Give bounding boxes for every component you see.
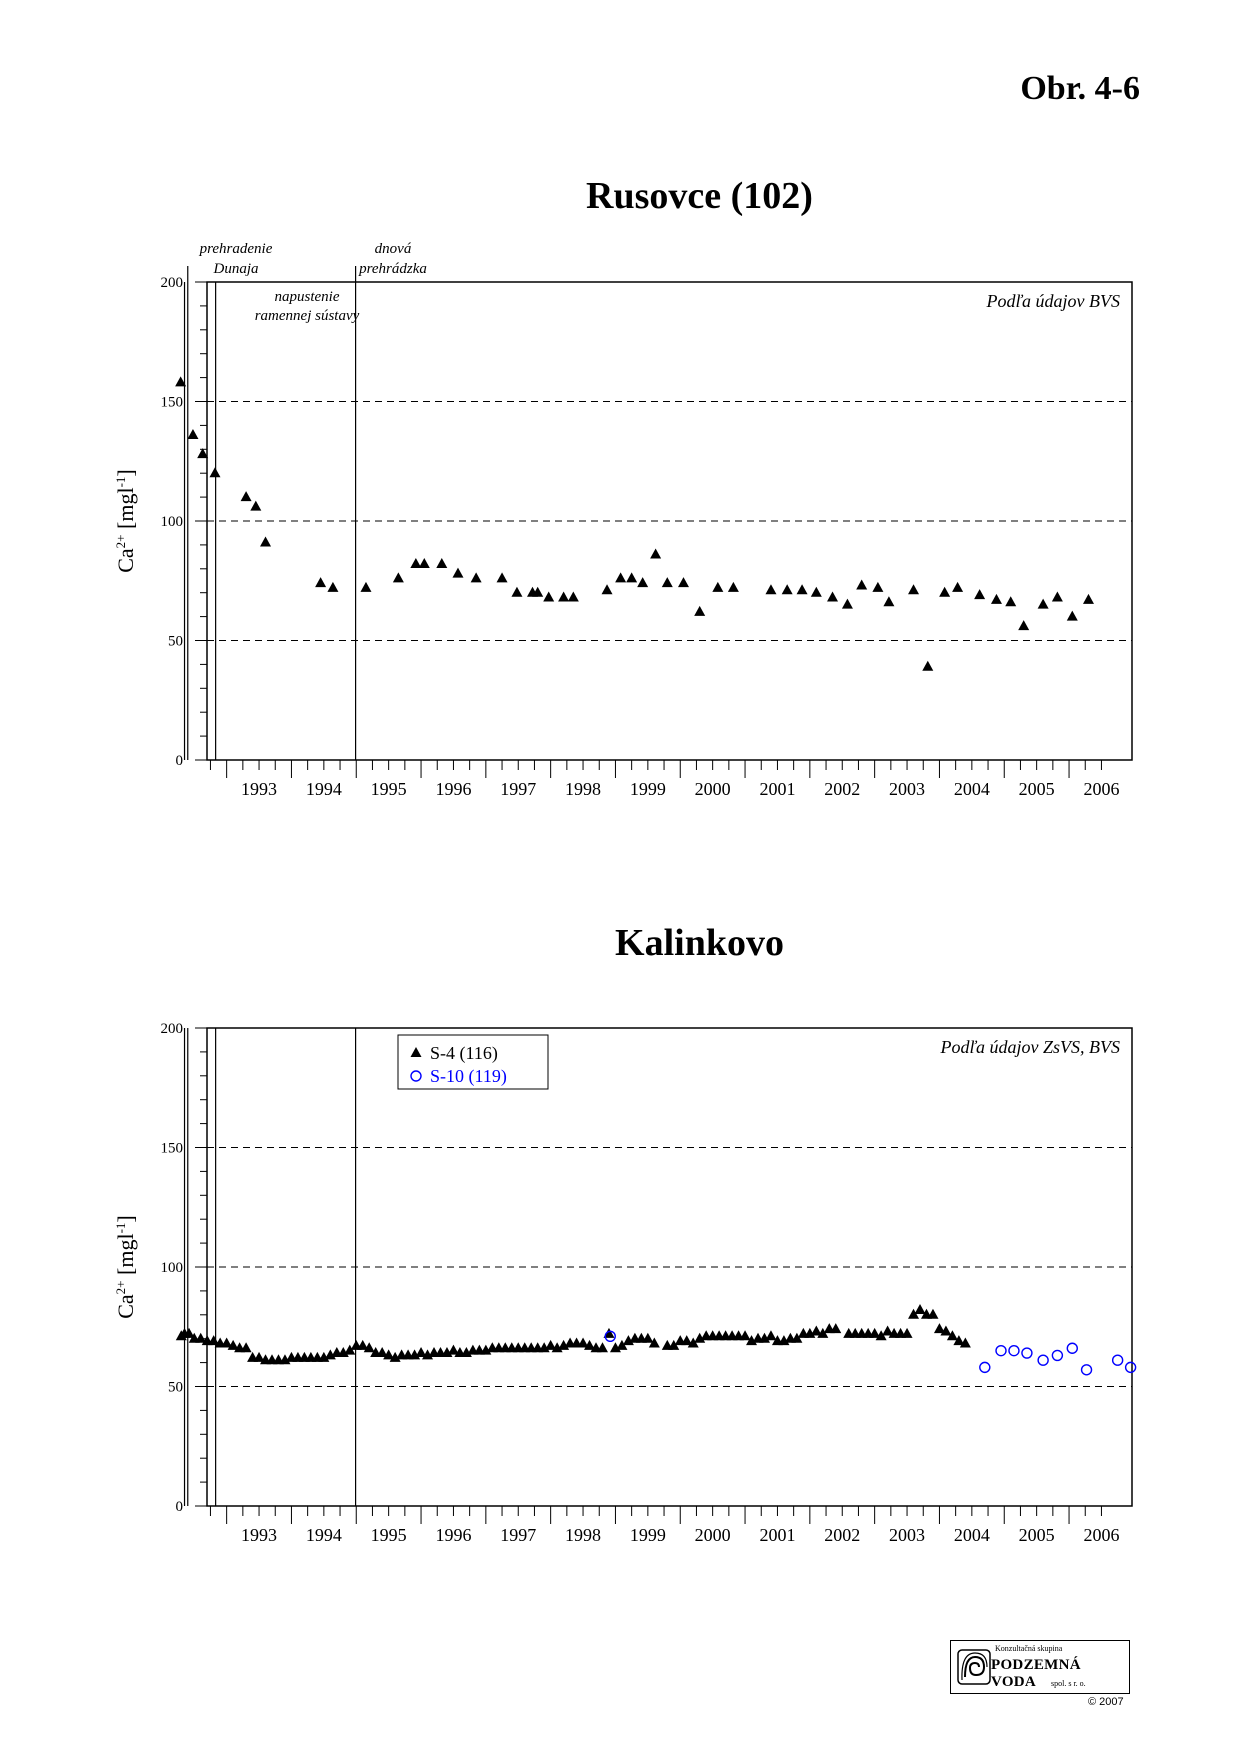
x-year-label: 1993	[241, 1525, 278, 1545]
data-point	[315, 577, 326, 587]
x-year-label: 2002	[824, 779, 861, 799]
series-1	[176, 1304, 971, 1364]
y-axis-label-unit: [mgl	[113, 487, 138, 535]
y-axis-label	[113, 1215, 138, 1319]
data-point	[728, 582, 739, 592]
data-point	[1018, 620, 1029, 630]
source-note: Podľa údajov BVS	[986, 291, 1120, 311]
y-axis-label-unit-sup: -1	[113, 1222, 128, 1234]
y-tick-label: 100	[160, 1260, 183, 1276]
logo-line-2: PODZEMNÁ VODA	[991, 1657, 1081, 1690]
data-point	[996, 1346, 1006, 1356]
data-point	[419, 558, 430, 568]
data-point	[260, 537, 271, 547]
y-axis-label-main: Ca	[113, 1294, 138, 1319]
x-year-label: 1994	[305, 1525, 342, 1545]
x-year-label: 1999	[629, 779, 666, 799]
data-point	[765, 1330, 776, 1340]
x-year-label: 2003	[889, 779, 926, 799]
x-year-label: 2006	[1083, 779, 1120, 799]
y-axis-label-end: ]	[113, 1215, 138, 1223]
y-axis-label-sup: 2+	[113, 1280, 128, 1295]
logo-line-1: Konzultačná skupina	[995, 1644, 1063, 1653]
data-point	[782, 584, 793, 594]
data-point	[568, 591, 579, 601]
data-point	[694, 606, 705, 616]
y-tick-label: 100	[160, 514, 183, 530]
x-year-label: 2004	[953, 1525, 990, 1545]
data-point	[241, 491, 252, 501]
data-point	[765, 584, 776, 594]
data-point	[452, 568, 463, 578]
x-year-label: 2001	[759, 1525, 796, 1545]
data-point	[209, 467, 220, 477]
data-point	[1052, 591, 1063, 601]
data-point	[980, 1362, 990, 1372]
data-point	[908, 584, 919, 594]
data-point	[543, 591, 554, 601]
data-point	[187, 429, 198, 439]
data-point	[558, 591, 569, 601]
event-label: prehrádzka	[359, 261, 427, 277]
data-point	[883, 596, 894, 606]
y-tick-label: 50	[168, 1379, 183, 1396]
data-point	[615, 572, 626, 582]
y-axis-label-sup: 2+	[113, 534, 128, 549]
figure-label: Obr. 4-6	[1020, 70, 1140, 107]
data-point	[1083, 594, 1094, 604]
logo-line-3: spol. s r. o.	[1051, 1679, 1086, 1688]
data-point	[360, 582, 371, 592]
data-point	[842, 599, 853, 609]
data-point	[1038, 1355, 1048, 1365]
x-year-label: 2000	[694, 779, 731, 799]
chart-2	[113, 922, 1136, 1545]
y-axis-label-end: ]	[113, 469, 138, 477]
data-point	[626, 572, 637, 582]
data-point	[712, 582, 723, 592]
y-tick-label: 150	[160, 394, 183, 411]
y-tick-label: 200	[160, 275, 183, 291]
data-point	[1022, 1348, 1032, 1358]
data-point	[915, 1304, 926, 1314]
data-point	[497, 572, 508, 582]
chart-title: Kalinkovo	[615, 922, 784, 964]
data-point	[250, 501, 261, 511]
x-year-label: 1998	[565, 1525, 602, 1545]
data-point	[922, 661, 933, 671]
data-point	[471, 572, 482, 582]
data-point	[1038, 599, 1049, 609]
copyright-note: © 2007	[1088, 1696, 1124, 1708]
data-point	[511, 587, 522, 597]
x-year-label: 2001	[759, 779, 796, 799]
event-label: ramennej sústavy	[254, 308, 360, 324]
x-year-label: 1994	[305, 779, 342, 799]
data-point	[436, 558, 447, 568]
data-point	[1113, 1355, 1123, 1365]
event-label: prehradenie	[199, 241, 273, 257]
y-tick-label: 0	[175, 1499, 183, 1515]
y-tick-label: 0	[175, 753, 183, 769]
data-point	[678, 577, 689, 587]
x-year-label: 1996	[435, 1525, 472, 1545]
data-point	[797, 584, 808, 594]
event-label: Dunaja	[213, 261, 259, 277]
legend-entry: S-4 (116)	[430, 1043, 498, 1063]
data-point	[602, 584, 613, 594]
y-tick-label: 150	[160, 1140, 183, 1157]
legend-entry: S-10 (119)	[430, 1066, 507, 1086]
x-year-label: 2003	[889, 1525, 926, 1545]
logo-mark-icon	[957, 1649, 991, 1685]
data-point	[650, 548, 661, 558]
x-year-label: 1998	[565, 779, 602, 799]
x-year-label: 1997	[500, 779, 537, 799]
data-point	[1009, 1346, 1019, 1356]
y-axis-label-main: Ca	[113, 548, 138, 573]
data-point	[327, 582, 338, 592]
company-logo	[950, 1640, 1130, 1694]
source-note: Podľa údajov ZsVS, BVS	[940, 1037, 1120, 1057]
data-point	[827, 591, 838, 601]
data-point	[872, 582, 883, 592]
x-year-label: 1996	[435, 779, 472, 799]
x-year-label: 1995	[370, 1525, 407, 1545]
x-year-label: 1997	[500, 1525, 537, 1545]
data-point	[1082, 1365, 1092, 1375]
data-point	[1067, 611, 1078, 621]
y-axis-label-unit-sup: -1	[113, 476, 128, 488]
x-year-label: 2002	[824, 1525, 861, 1545]
x-year-label: 1995	[370, 779, 407, 799]
event-label: dnová	[374, 241, 412, 257]
y-axis-label-unit: [mgl	[113, 1233, 138, 1281]
x-year-label: 1999	[629, 1525, 666, 1545]
chart-title: Rusovce (102)	[586, 175, 813, 217]
data-point	[637, 577, 648, 587]
data-point	[952, 582, 963, 592]
event-label: napustenie	[274, 289, 340, 305]
data-point	[1126, 1362, 1136, 1372]
data-point	[939, 587, 950, 597]
chart-1	[113, 175, 1132, 799]
data-point	[856, 580, 867, 590]
y-tick-label: 50	[168, 633, 183, 650]
x-year-label: 1993	[241, 779, 278, 799]
data-point	[974, 589, 985, 599]
data-point	[393, 572, 404, 582]
y-tick-label: 200	[160, 1021, 183, 1037]
x-year-label: 2000	[694, 1525, 731, 1545]
series-1	[175, 376, 1094, 670]
data-point	[811, 587, 822, 597]
legend	[398, 1035, 548, 1089]
data-point	[1005, 596, 1016, 606]
y-axis-label	[113, 469, 138, 573]
data-point	[1052, 1350, 1062, 1360]
x-year-label: 2005	[1018, 779, 1055, 799]
data-point	[662, 577, 673, 587]
x-year-label: 2005	[1018, 1525, 1055, 1545]
data-point	[1067, 1343, 1077, 1353]
x-year-label: 2006	[1083, 1525, 1120, 1545]
x-year-label: 2004	[953, 779, 990, 799]
data-point	[991, 594, 1002, 604]
